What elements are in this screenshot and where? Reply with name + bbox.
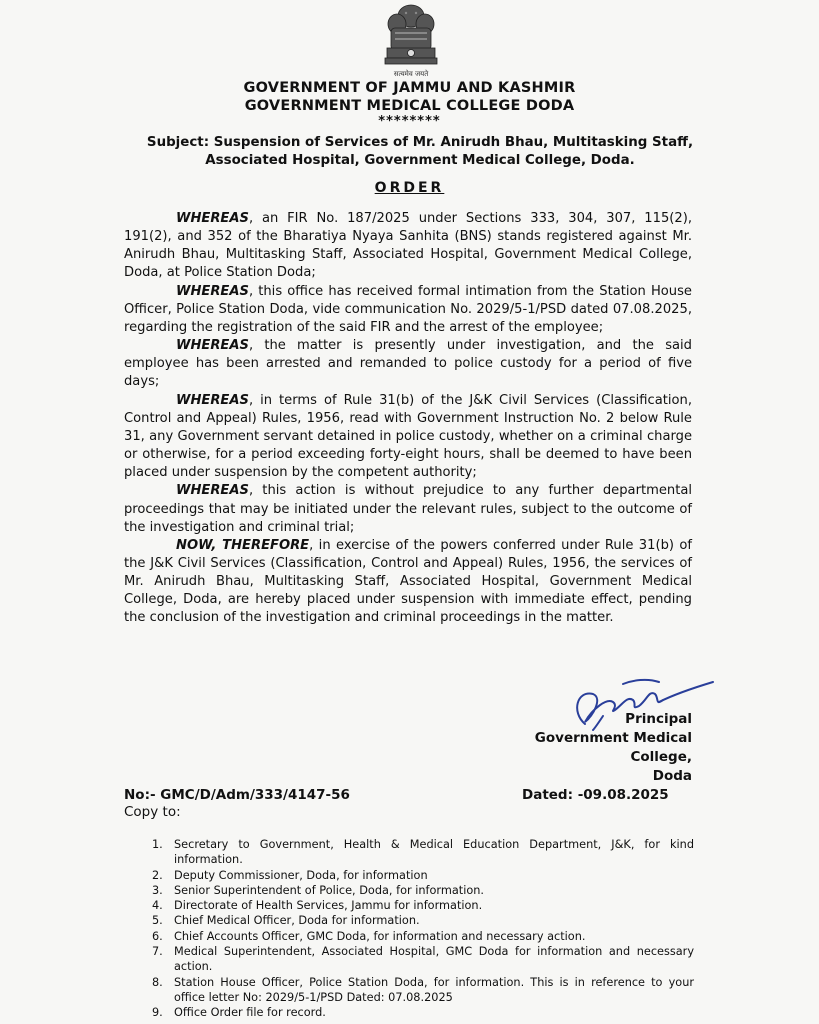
list-item-text: Chief Accounts Officer, GMC Doda, for information and necessary action. (174, 929, 586, 943)
reference-number: No:- GMC/D/Adm/333/4147-56 (124, 787, 350, 803)
paragraph-text: , this office has received formal intimation from the Station House Officer, Police Station Doda, vide communication No. 2029/5-1/PSD dated 07.08.2025, regarding the registration of the said FIR and the arrest of the employee; (124, 283, 692, 335)
list-item (150, 929, 694, 944)
signatory-office: Government Medical (534, 730, 692, 746)
paragraph (124, 283, 692, 337)
list-item-number: 4. (152, 899, 163, 913)
list-item (150, 1005, 694, 1020)
national-emblem-icon (375, 2, 447, 78)
list-item-number: 3. (152, 883, 163, 897)
paragraph-lead: WHEREAS (176, 338, 249, 354)
list-item (150, 898, 694, 913)
paragraph-lead: NOW, THEREFORE (176, 537, 310, 553)
paragraph (124, 210, 692, 283)
paragraph-lead: WHEREAS (176, 283, 249, 299)
list-item-text: Directorate of Health Services, Jammu for information. (174, 899, 483, 913)
signatory-office-2: College, (630, 749, 692, 765)
list-item-text: Senior Superintendent of Police, Doda, for information. (174, 883, 485, 897)
list-item-number: 2. (152, 868, 163, 882)
paragraph (124, 482, 692, 536)
paragraph-text: , in exercise of the powers conferred under Rule 31(b) of the J&K Civil Services (Classification, Control and Appeal) Rules, 1956, the services of Mr. Anirudh Bhau, Multitasking Staff, Associated Hospital, Government Medical College, Doda, are hereby placed under suspension with immediate effect, pending the conclusion of the investigation and criminal proceedings in the matter. (124, 537, 693, 626)
paragraph-text: , in terms of Rule 31(b) of the J&K Civil Services (Classification, Control and Appeal) Rules, 1956, read with Government Instruction No. 2 below Rule 31, any Government servant detained in police custody, whether on a criminal charge or otherwise, for a period exceeding forty-eight hours, shall be deemed to have been placed under suspension by the competent authority; (124, 392, 692, 481)
list-item (150, 837, 694, 868)
paragraph-lead: WHEREAS (176, 392, 249, 408)
list-item-text: Deputy Commissioner, Doda, for information (174, 868, 428, 882)
order-body (124, 210, 692, 628)
order-title: ORDER (374, 180, 445, 196)
list-item-number: 8. (152, 975, 163, 989)
copy-list (150, 837, 694, 1021)
list-item-text: Medical Superintendent, Associated Hospital, GMC Doda for information and necessary action. (174, 945, 694, 974)
list-item-number: 6. (152, 929, 163, 943)
paragraph (124, 392, 692, 483)
list-item-number: 7. (152, 945, 163, 959)
paragraph (124, 537, 692, 628)
signatory-block (500, 710, 692, 786)
paragraph (124, 337, 692, 391)
list-item-text: Secretary to Government, Health & Medical Education Department, J&K, for kind information. (174, 838, 694, 867)
list-item (150, 944, 694, 975)
paragraph-text: , the matter is presently under investigation, and the said employee has been arrested and remanded to police custody for a period of five days; (124, 338, 692, 390)
copy-to-label: Copy to: (124, 804, 181, 820)
list-item-text: Chief Medical Officer, Doda for information. (174, 914, 420, 928)
list-item-text: Station House Officer, Police Station Doda, for information. This is in reference to your office letter No: 2029/5-1/PSD Dated: 07.08.2025 (174, 975, 694, 1004)
subject-line (100, 134, 740, 170)
paragraph-text: , this action is without prejudice to any further departmental proceedings that may be initiated under the relevant rules, subject to the outcome of the investigation and criminal trial; (124, 483, 692, 535)
signatory-designation: Principal (625, 711, 692, 727)
subject-line-2: Associated Hospital, Government Medical College, Doda. (205, 153, 635, 168)
emblem-motto: सत्यमेव जयते (393, 70, 429, 78)
list-item (150, 913, 694, 928)
paragraph-lead: WHEREAS (176, 483, 249, 499)
paragraph-text: , an FIR No. 187/2025 under Sections 333, 304, 307, 115(2), 191(2), and 352 of the Bharatiya Nyaya Sanhita (BNS) stands registered against Mr. Anirudh Bhau, Multitasking Staff, Associated Hospital, Government Medical College, Doda, at Police Station Doda; (124, 211, 692, 281)
list-item (150, 868, 694, 883)
reference-date: Dated: -09.08.2025 (522, 787, 669, 803)
list-item (150, 883, 694, 898)
govt-title: GOVERNMENT OF JAMMU AND KASHMIR (243, 80, 576, 96)
list-item (150, 975, 694, 1006)
header-stars: ******** (378, 114, 441, 129)
signatory-place: Doda (652, 768, 692, 784)
list-item-number: 9. (152, 1006, 163, 1020)
list-item-number: 5. (152, 914, 163, 928)
list-item-text: Office Order file for record. (174, 1006, 326, 1020)
subject-line-1: Subject: Suspension of Services of Mr. Anirudh Bhau, Multitasking Staff, (146, 135, 694, 150)
college-title: GOVERNMENT MEDICAL COLLEGE DODA (244, 98, 575, 114)
paragraph-lead: WHEREAS (176, 211, 249, 226)
list-item-number: 1. (152, 838, 163, 851)
